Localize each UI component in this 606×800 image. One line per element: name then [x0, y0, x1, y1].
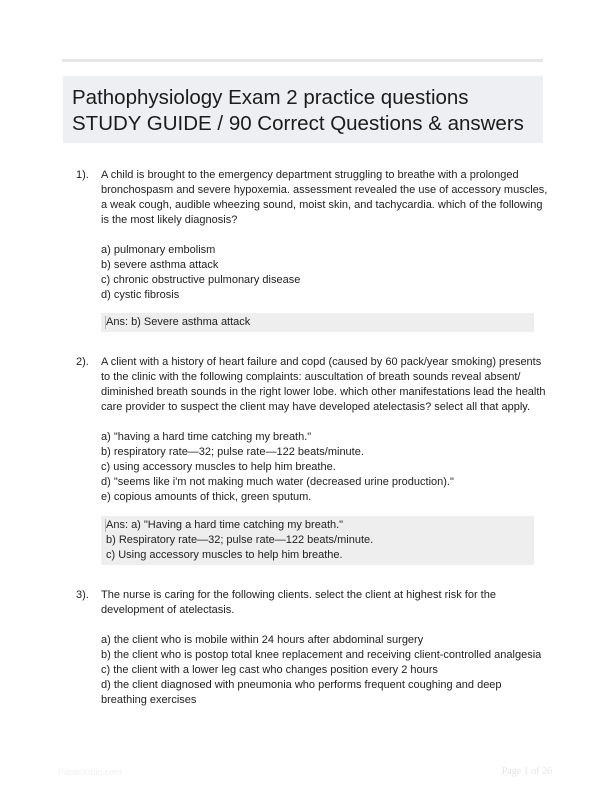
answer-line: Ans: a) "Having a hard time catching my breath." — [106, 519, 344, 531]
question-stem-line: care provider to suspect the client may have developed atelectasis? select all that apply. — [101, 401, 531, 413]
option-list — [101, 633, 541, 708]
option-item: a) "having a hard time catching my breath." — [101, 431, 312, 443]
question-stem-line: bronchospasm and severe hypoxemia. assessment revealed the use of accessory muscles, — [101, 184, 548, 196]
question-stem-line: diminished breath sounds in the right lower lobe. which other manifestations lead the health — [101, 386, 546, 398]
option-item: a) the client who is mobile within 24 hours after abdominal surgery — [101, 634, 424, 646]
question-stem-line: a weak cough, audible wheezing sound, moist skin, and tachycardia. which of the following — [101, 199, 543, 211]
option-item: a) pulmonary embolism — [101, 244, 216, 256]
answer-line: b) Respiratory rate—32; pulse rate—122 beats/minute. — [106, 534, 374, 546]
question-stem-line: The nurse is caring for the following clients. select the client at highest risk for the — [101, 589, 496, 601]
question-body — [101, 355, 546, 505]
option-item: d) the client diagnosed with pneumonia who performs frequent coughing and deep — [101, 679, 502, 691]
question-body — [101, 588, 541, 708]
option-item: c) chronic obstructive pulmonary disease — [101, 274, 301, 286]
option-item: b) severe asthma attack — [101, 259, 219, 271]
footer-page-number: Page 1 of 26 — [501, 766, 552, 777]
question-stem-line: is the most likely diagnosis? — [101, 214, 238, 226]
option-item: b) respiratory rate—32; pulse rate—122 beats/minute. — [101, 446, 364, 458]
document-title-line-2: STUDY GUIDE / 90 Correct Questions & answers — [72, 112, 524, 135]
question-stem-line: development of atelectasis. — [101, 604, 235, 616]
option-item: breathing exercises — [101, 694, 197, 706]
option-item: b) the client who is postop total knee replacement and receiving client-controlled analgesia — [101, 649, 542, 661]
answer-box — [101, 516, 534, 565]
option-item: d) "seems like i'm not making much water (decreased urine production)." — [101, 476, 454, 488]
question-stem-line: A client with a history of heart failure and copd (caused by 60 pack/year smoking) presents — [101, 356, 542, 368]
option-list — [101, 243, 541, 303]
question-number: 1). — [76, 169, 89, 181]
question-body — [101, 168, 548, 303]
question-number: 2). — [76, 356, 89, 368]
document-title-box — [63, 76, 543, 143]
option-item: c) the client with a lower leg cast who changes position every 2 hours — [101, 664, 438, 676]
footer-site-watermark: PaperXtbic.com — [58, 767, 122, 777]
answer-line: Ans: b) Severe asthma attack — [106, 316, 251, 328]
option-item: e) copious amounts of thick, green sputum. — [101, 491, 312, 503]
question-number: 3). — [76, 589, 89, 601]
document-title-line-1: Pathophysiology Exam 2 practice questions — [72, 86, 469, 109]
answer-marker — [105, 316, 106, 329]
answer-marker — [105, 519, 106, 532]
answer-box — [101, 313, 534, 332]
header-rule — [62, 59, 543, 62]
option-list — [101, 430, 541, 505]
question-stem-line: to the clinic with the following complaints: auscultation of breath sounds reveal absent/ — [101, 371, 521, 383]
answer-line: c) Using accessory muscles to help him breathe. — [106, 549, 343, 561]
option-item: d) cystic fibrosis — [101, 289, 180, 301]
option-item: c) using accessory muscles to help him breathe. — [101, 461, 336, 473]
question-stem-line: A child is brought to the emergency department struggling to breathe with a prolonged — [101, 169, 519, 181]
